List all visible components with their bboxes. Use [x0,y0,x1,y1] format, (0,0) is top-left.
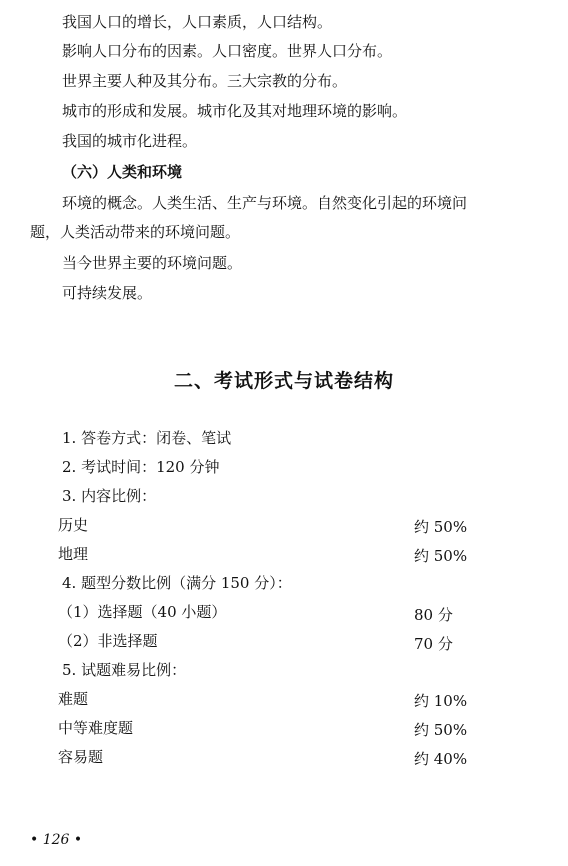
item-value: 70 分 [414,635,453,653]
text-line: 可持续发展。 [62,284,153,302]
item-value: 约 50% [414,721,468,739]
text-line: 我国人口的增长，人口素质，人口结构。 [62,13,333,31]
item-label: 中等难度题 [58,719,134,737]
text-line: 世界主要人种及其分布。三大宗教的分布。 [62,72,348,90]
item-label: 难题 [58,690,89,708]
item-label: 1. 答卷方式：闭卷、笔试 [62,429,232,447]
subsection-heading: （六）人类和环境 [62,163,183,181]
item-label: 容易题 [58,748,104,766]
item-value: 80 分 [414,606,453,624]
text-line: 我国的城市化进程。 [62,132,198,150]
item-label: 历史 [58,516,89,534]
item-value: 约 50% [414,547,468,565]
section-title: 二、考试形式与试卷结构 [173,370,394,392]
item-label: 3. 内容比例： [62,487,157,505]
item-label: （2）非选择题 [58,632,158,650]
page-number: • 126 • [30,832,83,848]
item-label: 5. 试题难易比例： [62,661,187,679]
item-label: 4. 题型分数比例（满分 150 分）： [62,574,292,592]
item-value: 约 10% [414,692,468,710]
item-value: 约 50% [414,518,468,536]
text-line: 城市的形成和发展。城市化及其对地理环境的影响。 [62,102,408,120]
item-value: 约 40% [414,750,468,768]
text-line: 当今世界主要的环境问题。 [62,254,243,272]
text-line: 影响人口分布的因素。人口密度。世界人口分布。 [62,42,393,60]
text-line: 题，人类活动带来的环境问题。 [30,223,241,241]
text-line: 环境的概念。人类生活、生产与环境。自然变化引起的环境问 [62,194,468,212]
item-label: （1）选择题（40 小题） [58,603,227,621]
item-label: 地理 [58,545,89,563]
item-label: 2. 考试时间：120 分钟 [62,458,220,476]
